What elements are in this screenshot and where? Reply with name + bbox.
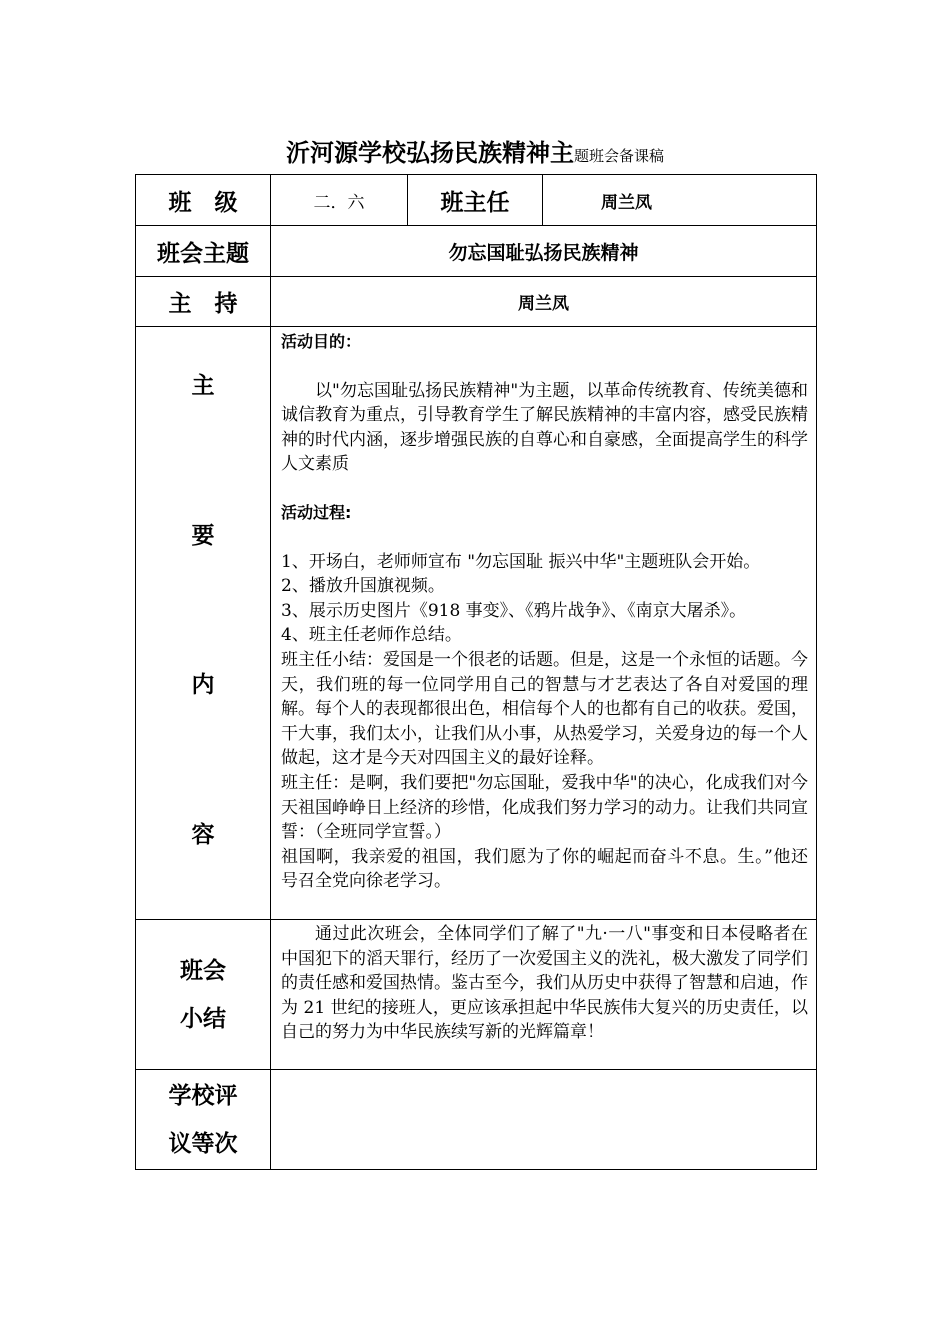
row-host	[136, 277, 817, 327]
summary-label-line: 小结	[180, 1005, 226, 1032]
content-body	[271, 327, 817, 920]
process-heading: 活动过程:	[281, 502, 352, 522]
process-step: 1、开场白，老师师宣布 "勿忘国耻 振兴中华"主题班队会开始。	[281, 551, 761, 572]
purpose-heading: 活动目的：	[281, 332, 362, 351]
row-summary	[136, 920, 817, 1070]
host-label: 主 持	[136, 277, 271, 327]
eval-label	[136, 1070, 271, 1170]
summary-label-line: 班会	[180, 957, 226, 984]
theme-label: 班会主题	[136, 226, 271, 277]
host-value: 周兰凤	[271, 277, 817, 327]
theme-value: 勿忘国耻弘扬民族精神	[271, 226, 817, 277]
closing-line: 祖国啊，我亲爱的祖国，我们愿为了你的崛起而奋斗不息。生。”他还号召全党向徐老学习。	[281, 846, 808, 892]
process-step: 4、班主任老师作总结。	[281, 625, 462, 646]
document-title	[135, 133, 815, 169]
eval-value	[271, 1070, 817, 1170]
summary-text: 通过此次班会，全体同学们了解了"九·一八"事变和日本侵略者在中国犯下的滔天罪行，经历了一次爱国主义的洗礼，极大激发了同学们的责任感和爱国热情。鉴古至今，我们从历史中获得了智慧和启迪，作为 21 世纪的接班人，更应该承担起中华民族伟大复兴的历史责任，以自己的努力为中华民族续写新的光辉篇章！	[281, 924, 808, 1043]
class-label: 班 级	[136, 175, 271, 226]
title-suffix: 题班会备课稿	[573, 147, 664, 165]
teacher-value: 周兰凤	[543, 175, 817, 226]
teacher-remark: 班主任：是啊，我们要把"勿忘国耻，爱我中华"的决心，化成我们对今天祖国峥峥日上经济的珍惜，化成我们努力学习的动力。让我们共同宣誓：（全班同学宣誓。）	[281, 772, 808, 843]
row-theme	[136, 226, 817, 277]
content-label-char: 容	[191, 821, 215, 848]
lesson-plan-table	[135, 174, 817, 1170]
eval-label-line: 议等次	[168, 1130, 238, 1157]
title-main: 沂河源学校弘扬民族精神主	[285, 139, 574, 167]
content-label-char: 要	[191, 522, 215, 549]
teacher-label: 班主任	[408, 175, 543, 226]
summary-body	[271, 920, 817, 1070]
class-value: 二．六	[271, 175, 408, 226]
eval-label-line: 学校评	[168, 1082, 238, 1109]
row-content	[136, 327, 817, 920]
content-label-char: 主	[191, 373, 215, 399]
content-label	[136, 327, 271, 920]
row-eval	[136, 1070, 817, 1170]
summary-label	[136, 920, 271, 1070]
process-step: 2、播放升国旗视频。	[281, 576, 445, 597]
row-class	[136, 175, 817, 226]
purpose-text: 以"勿忘国耻弘扬民族精神"为主题，以革命传统教育、传统美德和诚信教育为重点，引导教育学生了解民族精神的丰富内容，感受民族精神的时代内涵，逐步增强民族的自尊心和自豪感，全面提高学生的科学人文素质	[281, 380, 808, 475]
content-label-char: 内	[191, 672, 215, 699]
teacher-summary: 班主任小结：爱国是一个很老的话题。但是，这是一个永恒的话题。今天，我们班的每一位同学用自己的智慧与才艺表达了各自对爱国的理解。每个人的表现都很出色，相信每个人的也都有自己的收获。爱国，干大事，我们太小，让我们从小事，从热爱学习，关爱身边的每一个人做起，这才是今天对四国主义的最好诠释。	[281, 649, 808, 769]
process-step: 3、展示历史图片《918 事变》、《鸦片战争》、《南京大屠杀》。	[281, 600, 747, 621]
